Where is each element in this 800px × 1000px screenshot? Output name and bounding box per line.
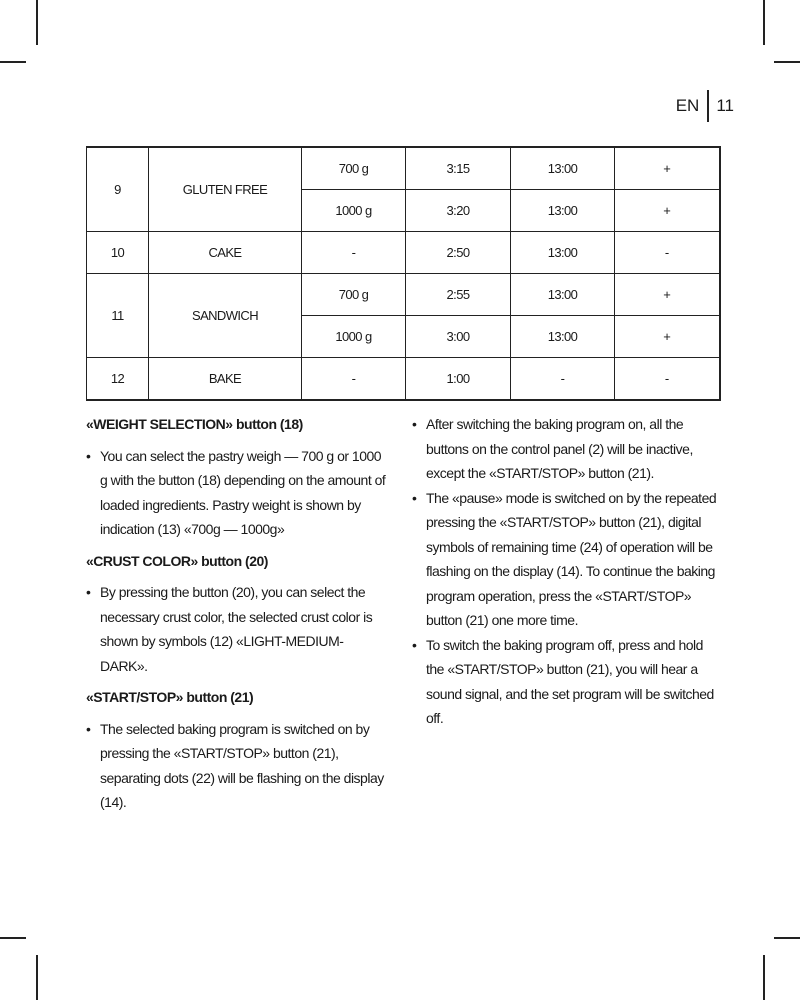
crop-mark-bottom-right-v (763, 955, 765, 1000)
weight-cell: 700 g (302, 147, 406, 190)
weight-cell: 1000 g (302, 316, 406, 358)
delay-cell: 13:00 (511, 316, 615, 358)
time-cell: 3:20 (406, 190, 511, 232)
weight-cell: 1000 g (302, 190, 406, 232)
list-item-text: The selected baking program is switched on by pressing the «START/STOP» button (21), separating dots (22) will be flashing on the display (14). (100, 720, 384, 810)
delay-cell: 13:00 (511, 274, 615, 316)
bullet-icon: • (86, 720, 91, 737)
page-header (676, 90, 734, 122)
delay-cell: 13:00 (511, 232, 615, 274)
list-item-text: The «pause» mode is switched on by the repeated pressing the «START/STOP» button (21), digital symbols of remaining time (24) of operation will be flashing on the display (14). To continue the baking program operation, press the «START/STOP» button (21) one more time. (426, 489, 717, 628)
language-label: EN (675, 96, 700, 115)
list-item (412, 486, 722, 633)
list-item (412, 633, 722, 731)
crop-mark-top-right-h (774, 61, 800, 63)
crop-mark-top-left-h (0, 61, 26, 63)
crop-mark-bottom-right-h (774, 937, 800, 939)
crop-mark-top-right-v (763, 0, 765, 45)
program-number: 10 (87, 232, 149, 274)
list-item-text: You can select the pastry weigh — 700 g or 1000 g with the button (18) depending on the amount of loaded ingredients. Pastry weight is shown by indication (13) «700g — 1000g» (100, 447, 386, 537)
sign-cell: + (615, 190, 720, 232)
crop-mark-bottom-left-v (36, 955, 38, 1000)
crust-color-list (86, 580, 386, 678)
program-name: BAKE (149, 358, 302, 401)
bullet-icon: • (412, 416, 417, 432)
list-item-text: After switching the baking program on, all the buttons on the control panel (2) will be inactive, except the «START/STOP» button (21). (426, 416, 693, 481)
table-row (87, 147, 720, 190)
right-list (412, 412, 722, 731)
bullet-icon: • (86, 447, 91, 464)
start-stop-list (86, 717, 386, 815)
time-cell: 2:55 (406, 274, 511, 316)
list-item (86, 580, 386, 678)
program-table (86, 146, 721, 401)
time-cell: 3:15 (406, 147, 511, 190)
table-row (87, 358, 720, 401)
weight-selection-heading: «WEIGHT SELECTION» button (18) (86, 416, 303, 432)
program-name: GLUTEN FREE (149, 147, 302, 232)
crop-mark-top-left-v (36, 0, 38, 45)
time-cell: 2:50 (406, 232, 511, 274)
sign-cell: + (615, 147, 720, 190)
program-name: SANDWICH (149, 274, 302, 358)
list-item (86, 444, 386, 542)
left-column (86, 412, 386, 822)
bullet-icon: • (412, 636, 417, 653)
table-row (87, 274, 720, 316)
table-row (87, 232, 720, 274)
program-number: 9 (87, 147, 149, 232)
sign-cell: - (615, 232, 720, 274)
list-item (86, 717, 386, 815)
right-column (412, 412, 722, 738)
bullet-icon: • (412, 489, 417, 506)
weight-cell: - (302, 358, 406, 401)
list-item-text: By pressing the button (20), you can select the necessary crust color, the selected crust color is shown by symbols (12) «LIGHT-MEDIUM-DARK». (100, 584, 373, 674)
weight-selection-list (86, 444, 386, 542)
list-item (412, 412, 722, 486)
program-name: CAKE (149, 232, 302, 274)
sign-cell: - (615, 358, 720, 401)
crust-color-heading: «CRUST COLOR» button (20) (86, 552, 268, 569)
weight-cell: - (302, 232, 406, 274)
sign-cell: + (615, 274, 720, 316)
start-stop-heading: «START/STOP» button (21) (86, 689, 254, 705)
list-item-text: To switch the baking program off, press and hold the «START/STOP» button (21), you will hear a sound signal, and the set program will be switched off. (426, 636, 714, 726)
time-cell: 1:00 (406, 358, 511, 401)
sign-cell: + (615, 316, 720, 358)
time-cell: 3:00 (406, 316, 511, 358)
program-number: 11 (87, 274, 149, 358)
weight-cell: 700 g (302, 274, 406, 316)
delay-cell: - (511, 358, 615, 401)
bullet-icon: • (86, 584, 91, 600)
delay-cell: 13:00 (511, 147, 615, 190)
crop-mark-bottom-left-h (0, 937, 26, 939)
program-number: 12 (87, 358, 149, 401)
delay-cell: 13:00 (511, 190, 615, 232)
page-number: 11 (716, 96, 734, 115)
